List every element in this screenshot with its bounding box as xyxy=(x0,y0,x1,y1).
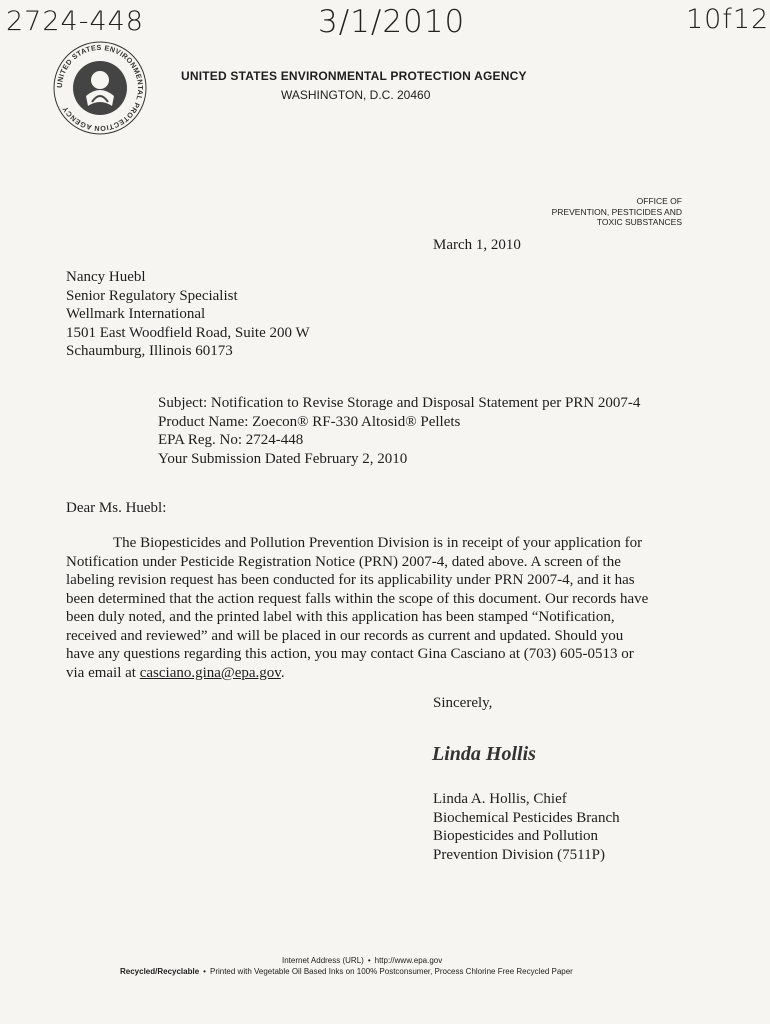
recipient-line: Schaumburg, Illinois 60173 xyxy=(66,343,233,359)
footer-internet xyxy=(282,956,442,965)
recipient-line: Senior Regulatory Specialist xyxy=(66,287,238,304)
recipient-address xyxy=(66,268,310,361)
footer-printed: Printed with Vegetable Oil Based Inks on 100% Postconsumer, Process Chlorine Free Recycled Paper xyxy=(209,967,573,976)
letter-date: March 1, 2010 xyxy=(433,237,521,253)
body-last-line xyxy=(66,664,666,683)
email-link[interactable]: casciano.gina@epa.gov xyxy=(139,664,281,681)
body-line: have any questions regarding this action, you may contact Gina Casciano at (703) 605-0513 or xyxy=(66,646,634,662)
subject-block xyxy=(158,394,640,468)
agency-city: WASHINGTON, D.C. 20460 xyxy=(281,88,431,102)
office-block xyxy=(520,196,682,228)
body-line: received and reviewed” and will be placed in our records as current and updated. Should you xyxy=(66,627,624,644)
body-line: The Biopesticides and Pollution Prevention Division is in receipt of your application for xyxy=(113,535,643,551)
signatory-line: Prevention Division (7511P) xyxy=(433,846,605,863)
body-paragraph xyxy=(66,534,666,682)
signatory-line: Linda A. Hollis, Chief xyxy=(433,791,567,807)
subject-line: Subject: Notification to Revise Storage and Disposal Statement per PRN 2007-4 xyxy=(158,395,641,411)
agency-name: UNITED STATES ENVIRONMENTAL PROTECTION AGENCY xyxy=(181,69,527,83)
handwritten-date: 3/1/2010 xyxy=(318,4,466,40)
footer-recycled-label: Recycled/Recyclable xyxy=(120,967,200,976)
subject-line: Product Name: Zoecon® RF-330 Altosid® Pellets xyxy=(158,413,461,430)
bullet-icon: • xyxy=(203,967,206,976)
body-line: labeling revision request has been conducted for its applicability under PRN 2007-4, and it has xyxy=(66,572,635,588)
office-line: TOXIC SUBSTANCES xyxy=(596,217,682,227)
body-last-prefix: via email at xyxy=(66,664,140,681)
signature: Linda Hollis xyxy=(432,743,536,765)
seal-text: UNITED STATES ENVIRONMENTAL PROTECTION AGENCY xyxy=(54,42,146,134)
recipient-line: 1501 East Woodfield Road, Suite 200 W xyxy=(66,324,310,341)
footer-url[interactable]: http://www.epa.gov xyxy=(374,956,443,965)
body-line: been determined that the action request falls within the scope of this document. Our records have xyxy=(66,590,649,607)
handwritten-page-count: 10f12 xyxy=(686,4,770,35)
handwritten-reg-number: 2724-448 xyxy=(6,6,144,37)
recipient-line: Wellmark International xyxy=(66,306,206,322)
bullet-icon: • xyxy=(367,956,371,965)
body-line: Notification under Pesticide Registration Notice (PRN) 2007-4, dated above. A screen of the xyxy=(66,553,621,570)
recipient-line: Nancy Huebl xyxy=(66,269,146,285)
body-line: been duly noted, and the printed label with this application has been stamped “Notification, xyxy=(66,609,615,625)
signatory-line: Biochemical Pesticides Branch xyxy=(433,809,620,826)
body-last-suffix: . xyxy=(280,664,285,681)
epa-seal xyxy=(52,40,148,136)
footer-recycled xyxy=(120,967,573,976)
signatory-line: Biopesticides and Pollution xyxy=(433,828,598,844)
salutation: Dear Ms. Huebl: xyxy=(66,500,167,516)
office-line: PREVENTION, PESTICIDES AND xyxy=(551,206,682,217)
subject-line: Your Submission Dated February 2, 2010 xyxy=(158,450,408,467)
closing: Sincerely, xyxy=(433,695,493,711)
subject-line: EPA Reg. No: 2724-448 xyxy=(158,432,304,448)
office-line: OFFICE OF xyxy=(636,196,682,206)
footer-internet-label: Internet Address (URL) xyxy=(282,956,364,965)
signatory-block xyxy=(433,790,620,864)
